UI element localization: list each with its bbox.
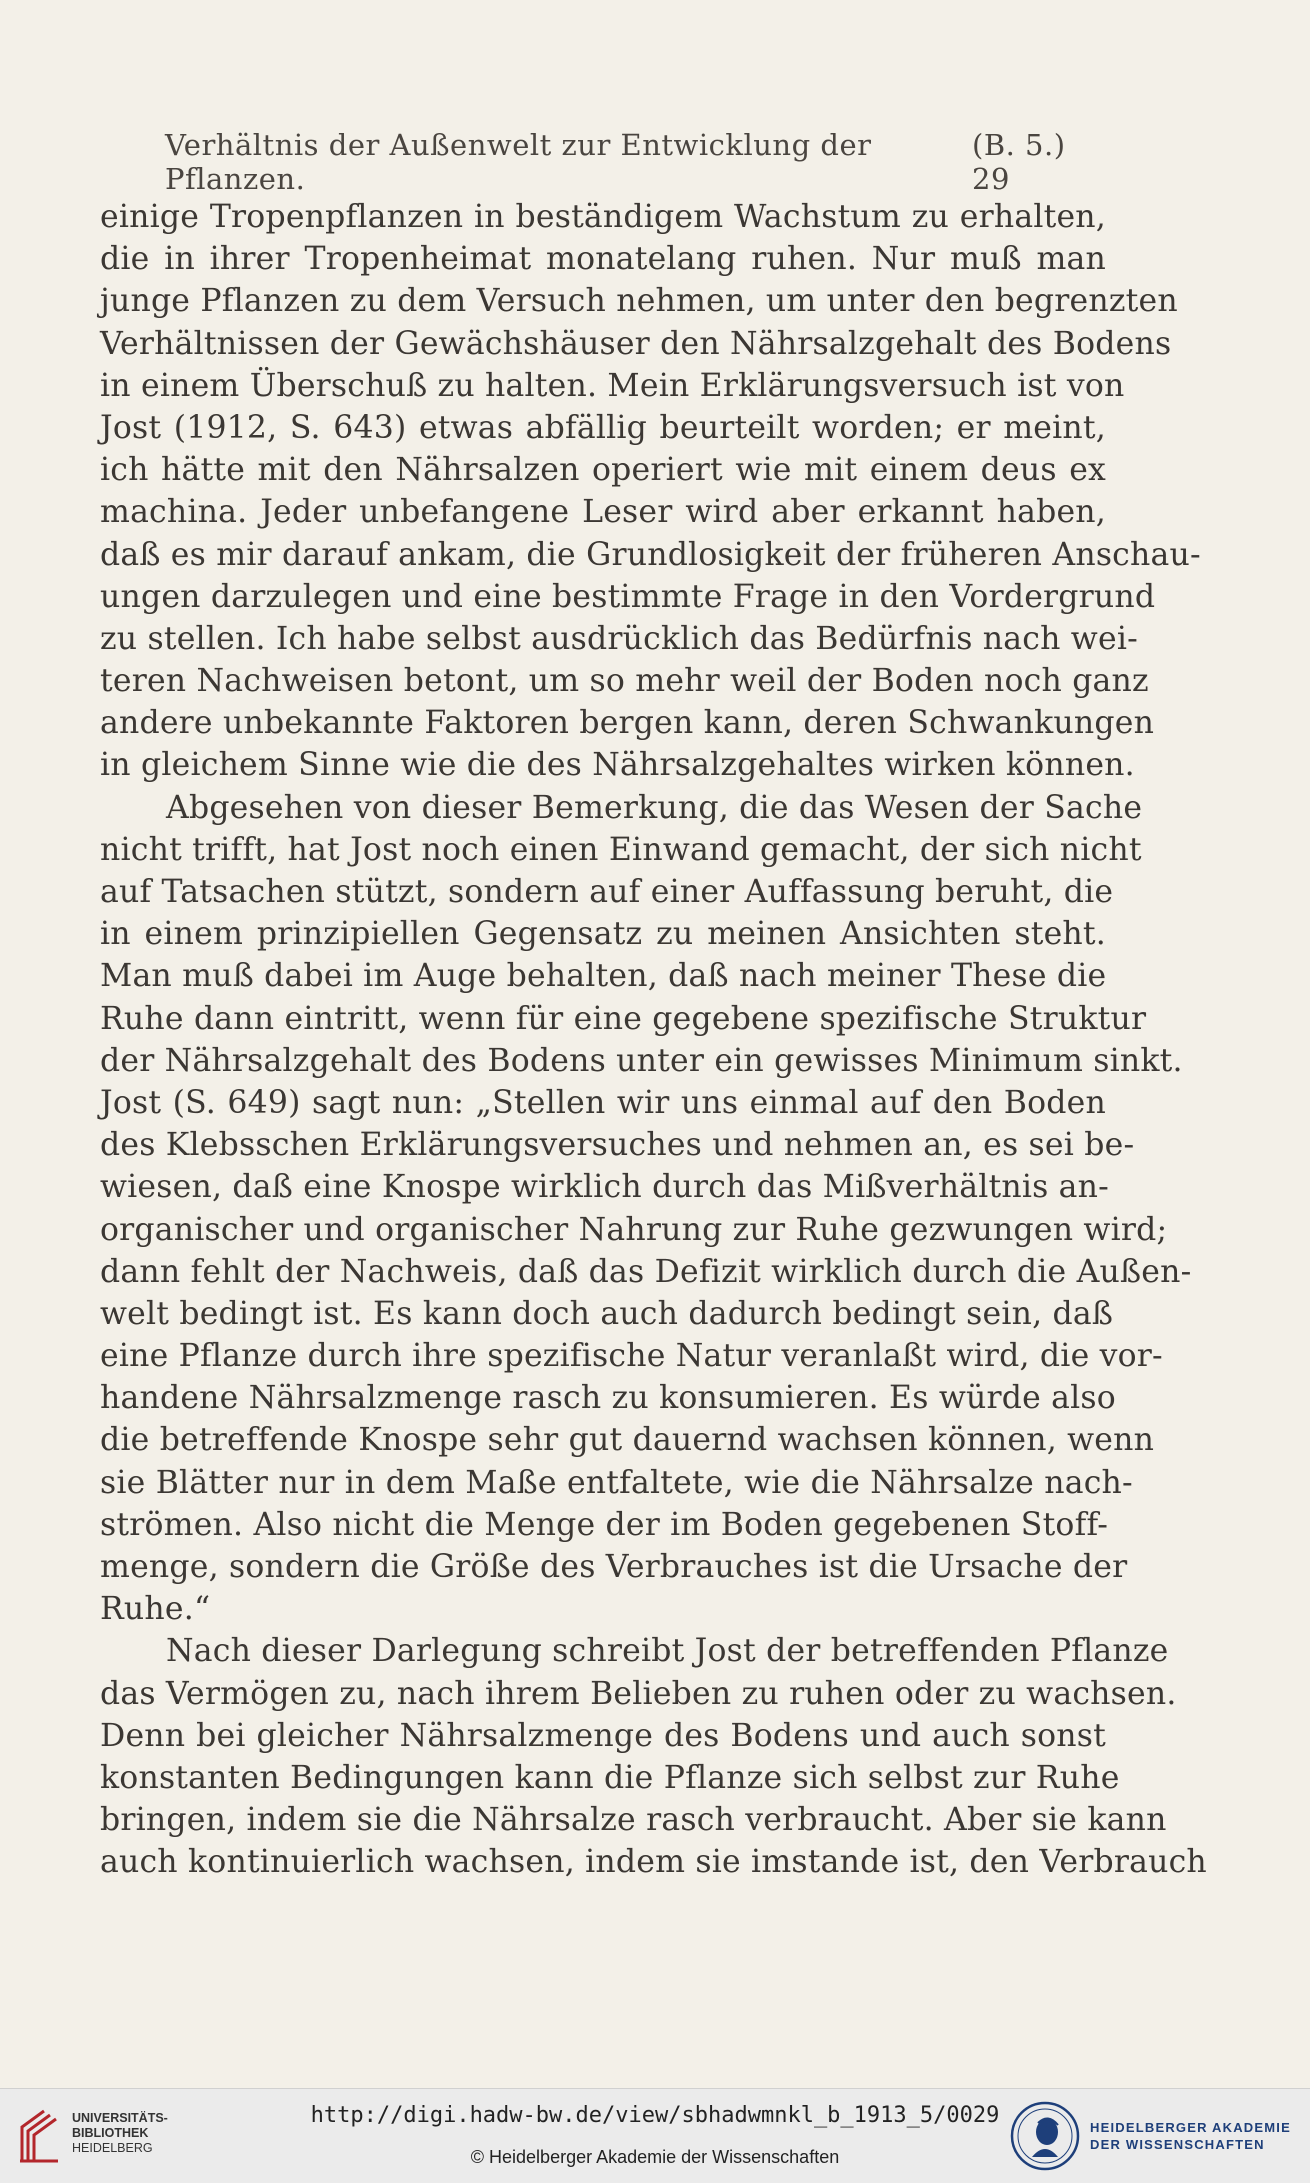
text-line: auch kontinuierlich wachsen, indem sie imstande ist, den Verbrauch (100, 1844, 1207, 1881)
running-head (165, 128, 1105, 196)
paragraph (100, 196, 1201, 787)
text-line: Denn bei gleicher Nährsalzmenge des Bodens und auch sonst (100, 1717, 1106, 1754)
paragraph (100, 787, 1192, 1631)
body-text (100, 196, 1207, 1884)
text-line: nicht trifft, hat Jost noch einen Einwand gemacht, der sich nicht (100, 831, 1142, 868)
text-line: einige Tropenpflanzen in beständigem Wachstum zu erhalten, (100, 199, 1106, 235)
text-line: Jost (1912, S. 643) etwas abfällig beurteilt worden; er meint, (100, 409, 1106, 446)
text-line: strömen. Also nicht die Menge der im Boden gegebenen Stoff- (100, 1506, 1109, 1543)
library-line-3: HEIDELBERG (72, 2141, 153, 2155)
academy-name (1090, 2119, 1291, 2153)
text-line: das Vermögen zu, nach ihrem Belieben zu ruhen oder zu wachsen. (100, 1675, 1177, 1712)
academy-seal-icon (1010, 2101, 1080, 2171)
text-line: organischer und organischer Nahrung zur Ruhe gezwungen wird; (100, 1211, 1168, 1248)
text-line: in einem Überschuß zu halten. Mein Erklärungsversuch ist von (100, 367, 1125, 404)
text-line: handene Nährsalzmenge rasch zu konsumieren. Es würde also (100, 1380, 1116, 1417)
academy-line-2: DER WISSENSCHAFTEN (1090, 2137, 1265, 2152)
text-line: daß es mir darauf ankam, die Grundlosigkeit der früheren Anschau- (100, 536, 1201, 573)
text-line: in einem prinzipiellen Gegensatz zu meinen Ansichten steht. (100, 916, 1106, 953)
page-number: (B. 5.) 29 (972, 128, 1066, 196)
text-line: machina. Jeder unbefangene Leser wird aber erkannt haben, (100, 494, 1106, 531)
text-line: Verhältnissen der Gewächshäuser den Nährsalzgehalt des Bodens (100, 325, 1172, 362)
copyright-notice: © Heidelberger Akademie der Wissenschaften (470, 2147, 840, 2167)
text-line: die in ihrer Tropenheimat monatelang ruhen. Nur muß man (100, 241, 1106, 278)
text-line: Abgesehen von dieser Bemerkung, die das Wesen der Sache (166, 789, 1143, 826)
text-line: eine Pflanze durch ihre spezifische Natur veranlaßt wird, die vor- (100, 1338, 1163, 1375)
text-line: in gleichem Sinne wie die des Nährsalzgehaltes wirken können. (100, 747, 1135, 784)
text-line: teren Nachweisen betont, um so mehr weil der Boden noch ganz (100, 663, 1149, 700)
text-line: die betreffende Knospe sehr gut dauernd wachsen können, wenn (100, 1422, 1155, 1459)
text-line: ungen darzulegen und eine bestimmte Frage in den Vordergrund (100, 578, 1156, 615)
text-line: der Nährsalzgehalt des Bodens unter ein gewisses Minimum sinkt. (100, 1042, 1183, 1079)
text-line: sie Blätter nur in dem Maße entfaltete, wie die Nährsalze nach- (100, 1464, 1133, 1501)
academy-line-1: HEIDELBERGER AKADEMIE (1090, 2120, 1291, 2135)
paragraph (100, 1630, 1207, 1883)
footer-bar (0, 2088, 1310, 2183)
text-line: zu stellen. Ich habe selbst ausdrücklich das Bedürfnis nach wei- (100, 620, 1138, 657)
text-line: Jost (S. 649) sagt nun: „Stellen wir uns einmal auf den Boden (100, 1084, 1106, 1121)
permalink-url[interactable]: http://digi.hadw-bw.de/view/sbhadwmnkl_b_1913_5/0029 (310, 2103, 1000, 2128)
library-line-1: UNIVERSITÄTS- (72, 2111, 168, 2125)
library-line-2: BIBLIOTHEK (72, 2126, 149, 2140)
text-line: Nach dieser Darlegung schreibt Jost der betreffenden Pflanze (166, 1633, 1169, 1670)
text-line: ich hätte mit den Nährsalzen operiert wie mit einem deus ex (100, 452, 1106, 489)
text-line: junge Pflanzen zu dem Versuch nehmen, um unter den begrenzten (100, 283, 1178, 320)
text-line: Ruhe.“ (100, 1591, 211, 1628)
text-line: auf Tatsachen stützt, sondern auf einer Auffassung beruht, die (100, 874, 1114, 910)
running-head-title: Verhältnis der Außenwelt zur Entwicklung der Pflanzen. (165, 128, 872, 196)
text-line: wiesen, daß eine Knospe wirklich durch das Mißverhältnis an- (100, 1169, 1109, 1206)
text-line: menge, sondern die Größe des Verbrauches ist die Ursache der (100, 1549, 1128, 1585)
text-line: andere unbekannte Faktoren bergen kann, deren Schwankungen (100, 705, 1155, 742)
text-line: bringen, indem sie die Nährsalze rasch verbraucht. Aber sie kann (100, 1802, 1167, 1839)
text-line: dann fehlt der Nachweis, daß das Defizit wirklich durch die Außen- (100, 1253, 1192, 1290)
text-line: Man muß dabei im Auge behalten, daß nach meiner These die (100, 958, 1107, 995)
text-line: Ruhe dann eintritt, wenn für eine gegebene spezifische Struktur (100, 1000, 1147, 1037)
text-line: welt bedingt ist. Es kann doch auch dadurch bedingt sein, daß (100, 1295, 1114, 1332)
text-line: des Klebsschen Erklärungsversuches und nehmen an, es sei be- (100, 1127, 1135, 1164)
text-line: konstanten Bedingungen kann die Pflanze sich selbst zur Ruhe (100, 1759, 1120, 1796)
